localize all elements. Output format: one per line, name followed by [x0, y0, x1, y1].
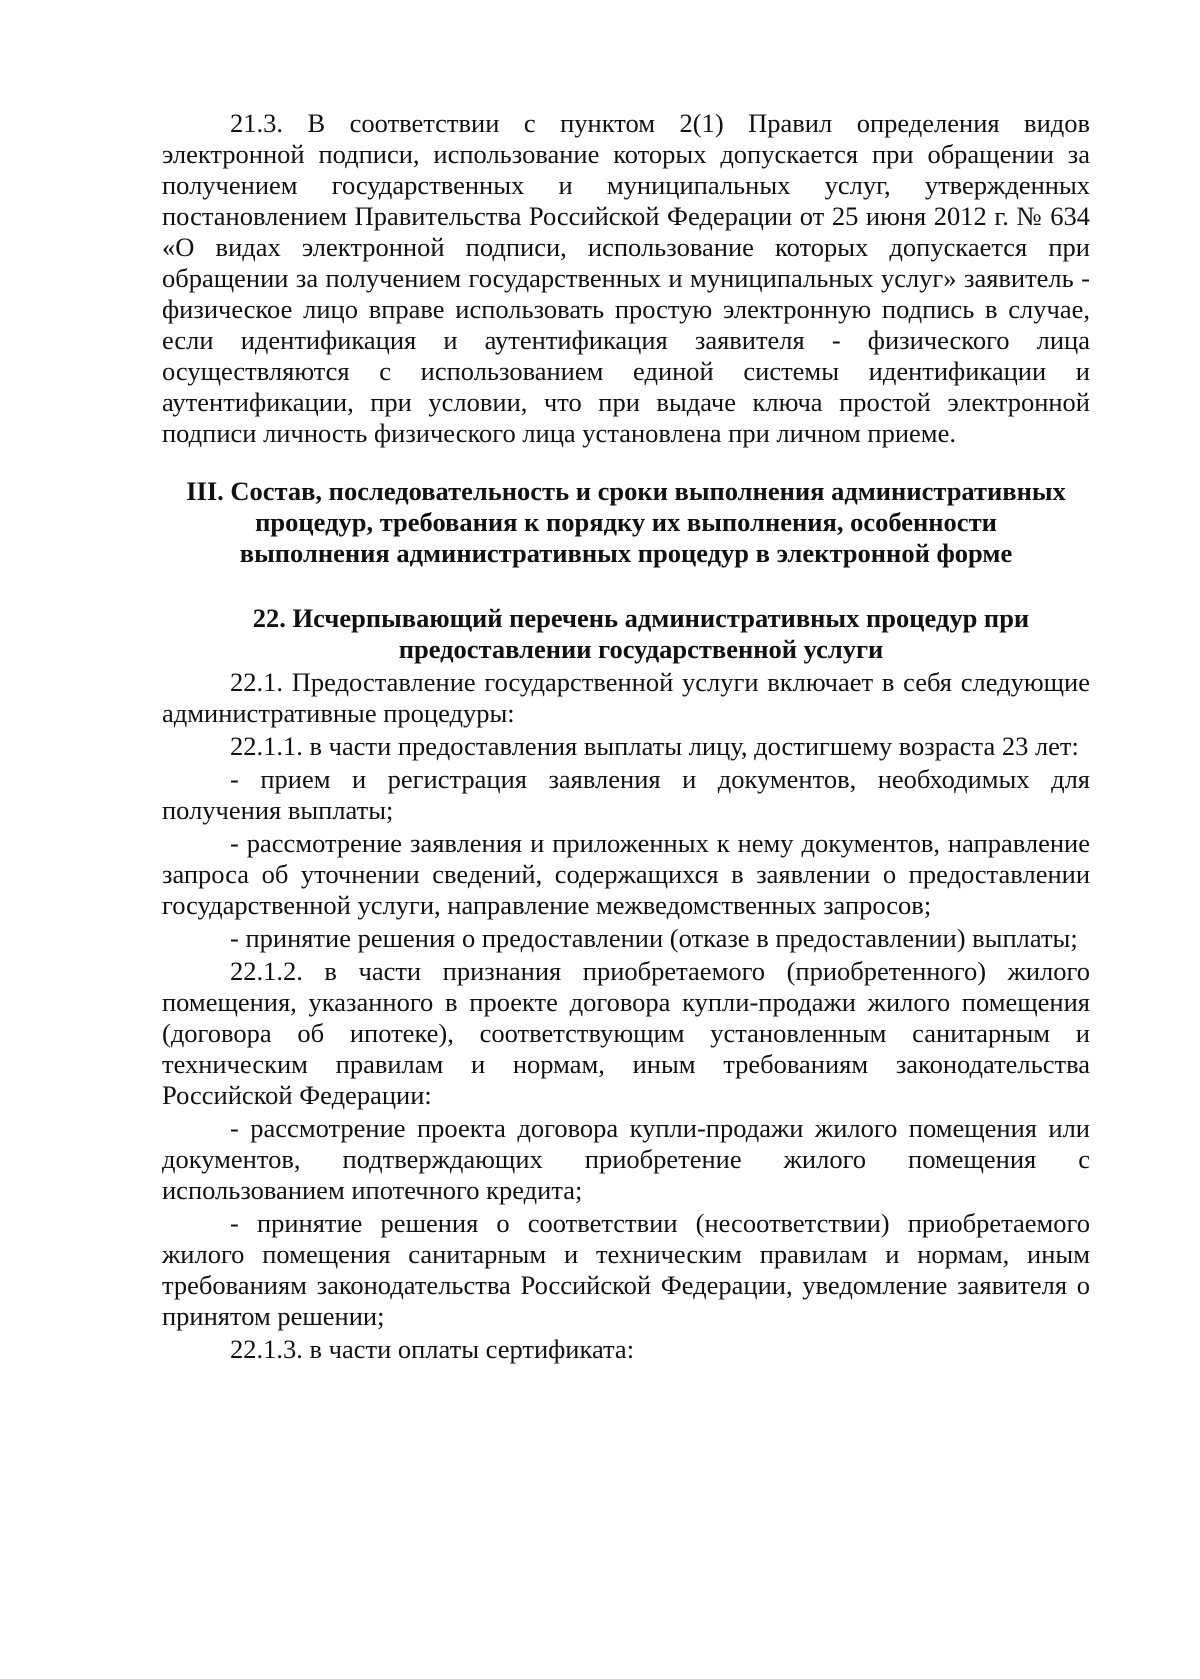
- paragraph-22-1: 22.1. Предоставление государственной услуги включает в себя следующие административные процедуры:: [162, 667, 1090, 728]
- paragraph-21-3: 21.3. В соответствии с пунктом 2(1) Правил определения видов электронной подписи, использование которых допускается при обращении за получением государственных и муниципальных услуг, утвержденных постановлением Правительства Российской Федерации от 25 июня 2012 г. № 634 «О видах электронной подписи, использование которых допускается при обращении за получением государственных и муниципальных услуг» заявитель - физическое лицо вправе использовать простую электронную подпись в случае, если идентификация и аутентификация заявителя - физического лица осуществляются с использованием единой системы идентификации и аутентификации, при условии, что при выдаче ключа простой электронной подписи личность физического лица установлена при личном приеме.: [162, 108, 1090, 448]
- list-item: - прием и регистрация заявления и документов, необходимых для получения выплаты;: [162, 764, 1090, 825]
- list-item: - принятие решения о соответствии (несоответствии) приобретаемого жилого помещения санитарным и техническим правилам и нормам, иным требованиям законодательства Российской Федерации, уведомление заявителя о принятом решении;: [162, 1208, 1090, 1331]
- paragraph-22-1-3: 22.1.3. в части оплаты сертификата:: [230, 1334, 635, 1364]
- document-page: [162, 108, 1090, 1365]
- paragraph-22-1-1: 22.1.1. в части предоставления выплаты лицу, достигшему возраста 23 лет:: [230, 731, 1079, 761]
- paragraph-22-1-2: 22.1.2. в части признания приобретаемого (приобретенного) жилого помещения, указанного в проекте договора купли-продажи жилого помещения (договора об ипотеке), соответствующим установленным санитарным и техническим правилам и нормам, иным требованиям законодательства Российской Федерации:: [162, 956, 1090, 1110]
- list-item: - рассмотрение проекта договора купли-продажи жилого помещения или документов, подтверждающих приобретение жилого помещения с использованием ипотечного кредита;: [162, 1113, 1090, 1205]
- subsection-title: 22. Исчерпывающий перечень административных процедур при предоставлении государственной услуги: [252, 603, 1030, 664]
- section-title: III. Состав, последовательность и сроки выполнения административных процедур, требования к порядку их выполнения, особенности выполнения административных процедур в электронной форме: [186, 476, 1066, 568]
- list-item: - рассмотрение заявления и приложенных к нему документов, направление запроса об уточнении сведений, содержащихся в заявлении о предоставлении государственной услуги, направление межведомственных запросов;: [162, 828, 1090, 920]
- list-item: - принятие решения о предоставлении (отказе в предоставлении) выплаты;: [230, 923, 1078, 953]
